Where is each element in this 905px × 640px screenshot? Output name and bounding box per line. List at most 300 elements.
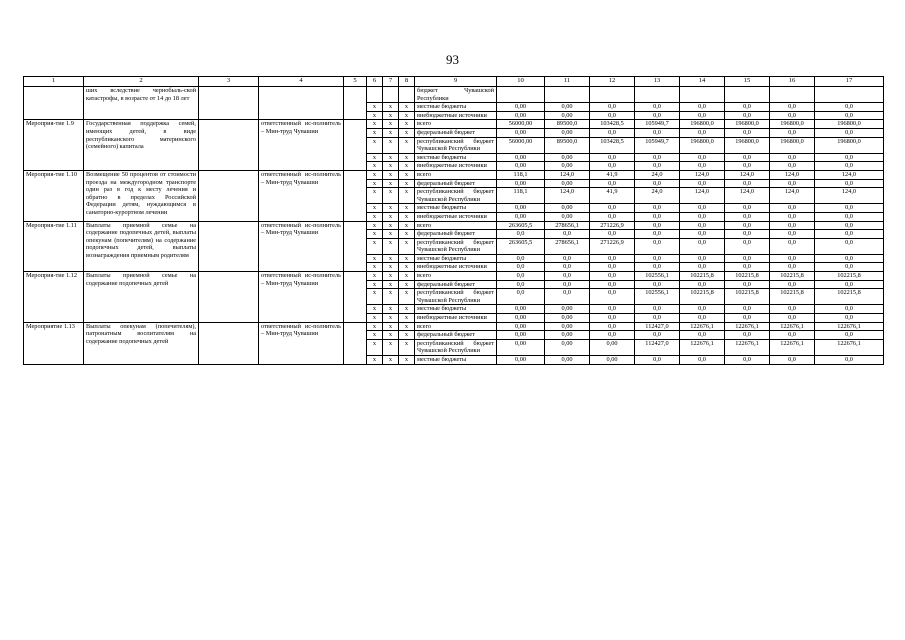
code-cell: х <box>367 170 383 179</box>
code-cell: х <box>367 188 383 204</box>
value-cell: 0,00 <box>497 111 545 120</box>
value-cell: 41,9 <box>590 170 635 179</box>
value-cell: 122676,1 <box>680 339 725 355</box>
code-cell: х <box>399 331 415 340</box>
value-cell: 41,9 <box>590 188 635 204</box>
value-cell: 0,0 <box>590 289 635 305</box>
value-cell: 103428,5 <box>590 137 635 153</box>
funding-source-cell: местные бюджеты <box>415 254 497 263</box>
value-cell: 0,0 <box>680 263 725 272</box>
value-cell: 0,0 <box>815 179 884 188</box>
code-cell <box>383 87 399 103</box>
value-cell: 0,0 <box>770 162 815 171</box>
code-cell: х <box>399 314 415 323</box>
column-number: 6 <box>367 77 383 87</box>
funding-source-cell: внебюджетные источники <box>415 111 497 120</box>
column-number: 5 <box>344 77 367 87</box>
column-number: 7 <box>383 77 399 87</box>
value-cell: 196800,0 <box>725 120 770 129</box>
value-cell: 0,0 <box>725 263 770 272</box>
value-cell: 124,0 <box>545 188 590 204</box>
value-cell: 0,0 <box>725 221 770 230</box>
value-cell: 122676,1 <box>725 339 770 355</box>
column-number: 16 <box>770 77 815 87</box>
event-name-cell: Государственная поддержка семей, имеющих детей, в виде республиканского материнского (семейного) капитала <box>84 120 199 171</box>
value-cell: 0,0 <box>815 230 884 239</box>
value-cell: 0,00 <box>497 322 545 331</box>
value-cell: 102215,8 <box>725 272 770 281</box>
budget-table <box>23 76 884 365</box>
code-cell: х <box>399 263 415 272</box>
value-cell: 124,0 <box>725 170 770 179</box>
code-cell: х <box>383 263 399 272</box>
value-cell: 0,0 <box>497 280 545 289</box>
value-cell: 0,0 <box>497 289 545 305</box>
value-cell: 0,0 <box>680 314 725 323</box>
funding-source-cell: местные бюджеты <box>415 305 497 314</box>
value-cell: 0,0 <box>680 331 725 340</box>
code-cell: х <box>383 188 399 204</box>
event-number-cell <box>24 87 84 120</box>
value-cell: 0,00 <box>497 103 545 112</box>
value-cell: 0,0 <box>815 212 884 221</box>
code-cell: х <box>399 120 415 129</box>
value-cell: 0,00 <box>497 128 545 137</box>
value-cell: 0,0 <box>815 103 884 112</box>
value-cell: 0,0 <box>725 103 770 112</box>
code-cell: х <box>383 120 399 129</box>
value-cell: 0,0 <box>635 314 680 323</box>
funding-source-cell: федеральный бюджет <box>415 230 497 239</box>
code-cell: х <box>383 162 399 171</box>
value-cell: 0,0 <box>770 331 815 340</box>
value-cell: 0,0 <box>770 263 815 272</box>
code-cell: х <box>367 204 383 213</box>
value-cell: 124,0 <box>680 170 725 179</box>
funding-source-cell: республиканский бюджет Чувашской Республики <box>415 137 497 153</box>
value-cell: 0,00 <box>545 162 590 171</box>
code-cell: х <box>399 153 415 162</box>
value-cell: 0,0 <box>590 111 635 120</box>
value-cell: 196800,0 <box>815 120 884 129</box>
value-cell: 24,0 <box>635 188 680 204</box>
value-cell: 0,0 <box>635 230 680 239</box>
value-cell: 0,0 <box>815 280 884 289</box>
code-cell: х <box>367 263 383 272</box>
value-cell: 124,0 <box>770 170 815 179</box>
code-cell: х <box>383 322 399 331</box>
value-cell: 0,0 <box>545 230 590 239</box>
value-cell: 196800,0 <box>680 120 725 129</box>
value-cell: 0,0 <box>770 103 815 112</box>
value-cell: 102215,8 <box>680 289 725 305</box>
event-name-cell: Выплаты опекунам (попечителям), патронатным воспитателям на содержание подопечных детей <box>84 322 199 364</box>
funding-source-cell: республиканский бюджет Чувашской Республики <box>415 339 497 355</box>
value-cell: 0,0 <box>680 356 725 365</box>
value-cell: 263605,5 <box>497 221 545 230</box>
value-cell <box>725 87 770 103</box>
value-cell: 0,00 <box>545 111 590 120</box>
value-cell: 0,0 <box>635 111 680 120</box>
value-cell: 0,0 <box>545 272 590 281</box>
empty-cell <box>344 221 367 272</box>
value-cell: 0,0 <box>545 254 590 263</box>
value-cell: 0,0 <box>635 331 680 340</box>
code-cell <box>367 87 383 103</box>
value-cell: 122676,1 <box>680 322 725 331</box>
value-cell: 0,0 <box>590 162 635 171</box>
value-cell: 124,0 <box>815 188 884 204</box>
value-cell: 122676,1 <box>725 322 770 331</box>
value-cell: 0,0 <box>680 204 725 213</box>
value-cell: 0,0 <box>770 238 815 254</box>
value-cell: 0,00 <box>497 162 545 171</box>
empty-cell <box>344 272 367 323</box>
code-cell: х <box>367 162 383 171</box>
value-cell: 0,00 <box>590 356 635 365</box>
value-cell: 0,0 <box>725 238 770 254</box>
responsible-cell: ответственный ис-полнитель – Мин-труд Чувашии <box>259 170 344 221</box>
value-cell: 0,0 <box>725 280 770 289</box>
value-cell: 0,0 <box>815 162 884 171</box>
table-row <box>24 322 884 331</box>
value-cell: 0,0 <box>590 280 635 289</box>
value-cell: 0,0 <box>815 314 884 323</box>
funding-source-cell: внебюджетные источники <box>415 162 497 171</box>
funding-source-cell: внебюджетные источники <box>415 263 497 272</box>
value-cell: 0,0 <box>497 230 545 239</box>
value-cell: 56000,00 <box>497 137 545 153</box>
code-cell: х <box>383 153 399 162</box>
value-cell: 0,0 <box>590 263 635 272</box>
value-cell: 124,0 <box>815 170 884 179</box>
value-cell: 0,0 <box>635 254 680 263</box>
value-cell: 0,0 <box>635 356 680 365</box>
value-cell: 122676,1 <box>815 322 884 331</box>
funding-source-cell: федеральный бюджет <box>415 280 497 289</box>
value-cell: 0,0 <box>770 111 815 120</box>
value-cell <box>680 87 725 103</box>
value-cell: 0,00 <box>497 339 545 355</box>
funding-source-cell: федеральный бюджет <box>415 331 497 340</box>
value-cell: 0,0 <box>635 128 680 137</box>
value-cell: 0,0 <box>680 111 725 120</box>
value-cell: 0,0 <box>770 356 815 365</box>
code-cell: х <box>383 289 399 305</box>
code-cell: х <box>367 238 383 254</box>
responsible-cell <box>259 87 344 120</box>
value-cell: 112427,0 <box>635 339 680 355</box>
value-cell: 0,0 <box>590 204 635 213</box>
value-cell: 0,00 <box>545 339 590 355</box>
funding-source-cell: местные бюджеты <box>415 204 497 213</box>
empty-cell <box>199 170 259 221</box>
code-cell: х <box>399 254 415 263</box>
value-cell: 0,00 <box>497 153 545 162</box>
value-cell: 0,0 <box>680 305 725 314</box>
value-cell: 0,0 <box>635 103 680 112</box>
column-number: 3 <box>199 77 259 87</box>
code-cell: х <box>383 238 399 254</box>
value-cell: 271226,9 <box>590 238 635 254</box>
column-number-row <box>24 77 884 87</box>
value-cell: 0,00 <box>497 204 545 213</box>
value-cell: 0,0 <box>635 238 680 254</box>
value-cell: 0,00 <box>545 356 590 365</box>
value-cell: 0,0 <box>545 280 590 289</box>
value-cell: 0,0 <box>770 153 815 162</box>
value-cell: 0,00 <box>545 128 590 137</box>
code-cell: х <box>399 339 415 355</box>
code-cell: х <box>399 280 415 289</box>
code-cell: х <box>383 103 399 112</box>
value-cell: 0,00 <box>545 314 590 323</box>
column-number: 2 <box>84 77 199 87</box>
code-cell: х <box>383 356 399 365</box>
event-number-cell: Мероприя-тие 1.10 <box>24 170 84 221</box>
responsible-cell: ответственный ис-полнитель – Мин-труд Чувашии <box>259 322 344 364</box>
value-cell: 0,0 <box>725 254 770 263</box>
value-cell: 0,0 <box>635 212 680 221</box>
value-cell: 0,0 <box>497 263 545 272</box>
value-cell: 0,0 <box>725 153 770 162</box>
value-cell: 0,0 <box>725 179 770 188</box>
value-cell: 89500,0 <box>545 137 590 153</box>
column-number: 10 <box>497 77 545 87</box>
value-cell: 0,0 <box>680 221 725 230</box>
value-cell: 0,0 <box>590 128 635 137</box>
code-cell <box>399 87 415 103</box>
value-cell: 0,0 <box>590 314 635 323</box>
value-cell: 0,0 <box>815 305 884 314</box>
funding-source-cell: республиканский бюджет Чувашской Республики <box>415 238 497 254</box>
code-cell: х <box>399 238 415 254</box>
responsible-cell: ответственный ис-полнитель – Мин-труд Чувашии <box>259 272 344 323</box>
value-cell: 0,0 <box>545 263 590 272</box>
value-cell: 0,0 <box>725 331 770 340</box>
code-cell: х <box>383 305 399 314</box>
value-cell: 0,0 <box>545 289 590 305</box>
empty-cell <box>344 87 367 120</box>
value-cell: 122676,1 <box>770 322 815 331</box>
code-cell: х <box>383 221 399 230</box>
value-cell: 0,0 <box>815 128 884 137</box>
value-cell: 102215,8 <box>815 289 884 305</box>
value-cell: 118,1 <box>497 188 545 204</box>
value-cell: 118,1 <box>497 170 545 179</box>
value-cell: 0,0 <box>497 254 545 263</box>
code-cell: х <box>399 356 415 365</box>
funding-source-cell: местные бюджеты <box>415 153 497 162</box>
value-cell: 0,0 <box>680 230 725 239</box>
code-cell: х <box>383 254 399 263</box>
value-cell: 196800,0 <box>770 137 815 153</box>
value-cell: 0,0 <box>815 221 884 230</box>
value-cell: 0,00 <box>545 331 590 340</box>
value-cell: 0,0 <box>770 128 815 137</box>
code-cell: х <box>399 103 415 112</box>
empty-cell <box>344 322 367 364</box>
value-cell: 0,0 <box>725 230 770 239</box>
column-number: 8 <box>399 77 415 87</box>
code-cell: х <box>383 204 399 213</box>
value-cell: 0,0 <box>725 128 770 137</box>
code-cell: х <box>367 153 383 162</box>
code-cell: х <box>367 212 383 221</box>
code-cell: х <box>367 289 383 305</box>
value-cell: 0,00 <box>497 314 545 323</box>
code-cell: х <box>399 305 415 314</box>
event-name-cell: Выплаты приемной семье на содержание подопечных детей, выплаты опекунам (попечителям) на содержание подопечных детей, выплаты вознаграждения приемным родителям <box>84 221 199 272</box>
value-cell: 0,0 <box>725 305 770 314</box>
funding-source-cell: внебюджетные источники <box>415 314 497 323</box>
value-cell: 0,0 <box>815 111 884 120</box>
value-cell: 0,0 <box>590 272 635 281</box>
code-cell: х <box>367 137 383 153</box>
funding-source-cell: федеральный бюджет <box>415 128 497 137</box>
event-name-cell: Выплаты приемной семье на содержание подопечных детей <box>84 272 199 323</box>
value-cell: 0,0 <box>815 356 884 365</box>
code-cell: х <box>383 314 399 323</box>
value-cell: 196800,0 <box>725 137 770 153</box>
code-cell: х <box>367 128 383 137</box>
code-cell: х <box>367 339 383 355</box>
value-cell: 0,0 <box>725 204 770 213</box>
page-number: 93 <box>446 52 459 67</box>
value-cell: 0,0 <box>770 221 815 230</box>
value-cell: 0,0 <box>635 263 680 272</box>
funding-source-cell: всего <box>415 170 497 179</box>
event-name-cell: Возмещение 50 процентов от стоимости проезда на междугородном транспорте один раз в год к месту лечения и обратно в пределах Российской Федерации детям, нуждающимся в санаторно-курортном лечении <box>84 170 199 221</box>
value-cell: 0,0 <box>770 305 815 314</box>
code-cell: х <box>367 221 383 230</box>
value-cell: 0,00 <box>497 331 545 340</box>
code-cell: х <box>383 339 399 355</box>
value-cell: 0,0 <box>770 314 815 323</box>
value-cell: 0,0 <box>770 280 815 289</box>
value-cell: 124,0 <box>680 188 725 204</box>
value-cell <box>590 87 635 103</box>
code-cell: х <box>367 331 383 340</box>
code-cell: х <box>383 230 399 239</box>
column-number: 1 <box>24 77 84 87</box>
event-number-cell: Мероприятие 1.13 <box>24 322 84 364</box>
value-cell: 0,0 <box>725 212 770 221</box>
value-cell: 102215,8 <box>770 272 815 281</box>
value-cell: 0,0 <box>590 331 635 340</box>
value-cell: 0,00 <box>545 153 590 162</box>
value-cell: 0,0 <box>635 153 680 162</box>
value-cell <box>545 87 590 103</box>
code-cell: х <box>399 204 415 213</box>
value-cell: 102215,8 <box>815 272 884 281</box>
code-cell: х <box>399 111 415 120</box>
code-cell: х <box>367 272 383 281</box>
value-cell: 0,0 <box>725 162 770 171</box>
code-cell: х <box>399 188 415 204</box>
event-name-cell: ших вследствие чернобыль-ской катастрофы, в возрасте от 14 до 18 лет <box>84 87 199 120</box>
code-cell: х <box>399 162 415 171</box>
value-cell: 0,0 <box>590 179 635 188</box>
value-cell <box>815 87 884 103</box>
value-cell: 0,0 <box>680 128 725 137</box>
responsible-cell: ответственный ис-полнитель – Мин-труд Чувашии <box>259 120 344 171</box>
value-cell: 124,0 <box>725 188 770 204</box>
value-cell: 102556,1 <box>635 272 680 281</box>
code-cell: х <box>399 322 415 331</box>
column-number: 15 <box>725 77 770 87</box>
column-number: 12 <box>590 77 635 87</box>
value-cell: 0,0 <box>815 254 884 263</box>
column-number: 17 <box>815 77 884 87</box>
value-cell: 105949,7 <box>635 137 680 153</box>
value-cell: 0,0 <box>590 153 635 162</box>
column-number: 9 <box>415 77 497 87</box>
value-cell: 0,00 <box>497 305 545 314</box>
value-cell: 196800,0 <box>680 137 725 153</box>
value-cell: 0,0 <box>635 221 680 230</box>
value-cell: 0,00 <box>545 103 590 112</box>
empty-cell <box>199 272 259 323</box>
value-cell: 112427,0 <box>635 322 680 331</box>
value-cell: 0,0 <box>590 212 635 221</box>
code-cell: х <box>367 305 383 314</box>
value-cell: 0,0 <box>590 305 635 314</box>
value-cell: 0,0 <box>770 254 815 263</box>
value-cell: 103428,5 <box>590 120 635 129</box>
value-cell: 0,0 <box>770 204 815 213</box>
value-cell: 196800,0 <box>770 120 815 129</box>
value-cell: 0,0 <box>635 179 680 188</box>
code-cell: х <box>399 221 415 230</box>
event-number-cell: Мероприя-тие 1.12 <box>24 272 84 323</box>
code-cell: х <box>367 356 383 365</box>
empty-cell <box>344 170 367 221</box>
value-cell: 0,00 <box>545 305 590 314</box>
code-cell: х <box>399 212 415 221</box>
column-number: 4 <box>259 77 344 87</box>
code-cell: х <box>367 103 383 112</box>
code-cell: х <box>399 128 415 137</box>
value-cell: 0,0 <box>815 153 884 162</box>
column-number: 11 <box>545 77 590 87</box>
code-cell: х <box>399 179 415 188</box>
value-cell: 0,0 <box>590 230 635 239</box>
funding-source-cell: всего <box>415 272 497 281</box>
value-cell: 0,0 <box>635 280 680 289</box>
value-cell: 0,0 <box>725 111 770 120</box>
value-cell: 0,0 <box>680 212 725 221</box>
code-cell: х <box>383 170 399 179</box>
column-number: 14 <box>680 77 725 87</box>
funding-source-cell: всего <box>415 322 497 331</box>
value-cell: 278656,1 <box>545 221 590 230</box>
value-cell: 0,0 <box>725 356 770 365</box>
value-cell: 0,0 <box>680 254 725 263</box>
funding-source-cell: местные бюджеты <box>415 103 497 112</box>
code-cell: х <box>367 322 383 331</box>
value-cell: 0,00 <box>545 212 590 221</box>
code-cell: х <box>367 280 383 289</box>
value-cell: 263605,5 <box>497 238 545 254</box>
value-cell: 0,00 <box>497 212 545 221</box>
value-cell: 105949,7 <box>635 120 680 129</box>
value-cell: 124,0 <box>545 170 590 179</box>
value-cell: 102215,8 <box>725 289 770 305</box>
value-cell: 0,0 <box>815 204 884 213</box>
code-cell: х <box>383 331 399 340</box>
value-cell: 196800,0 <box>815 137 884 153</box>
